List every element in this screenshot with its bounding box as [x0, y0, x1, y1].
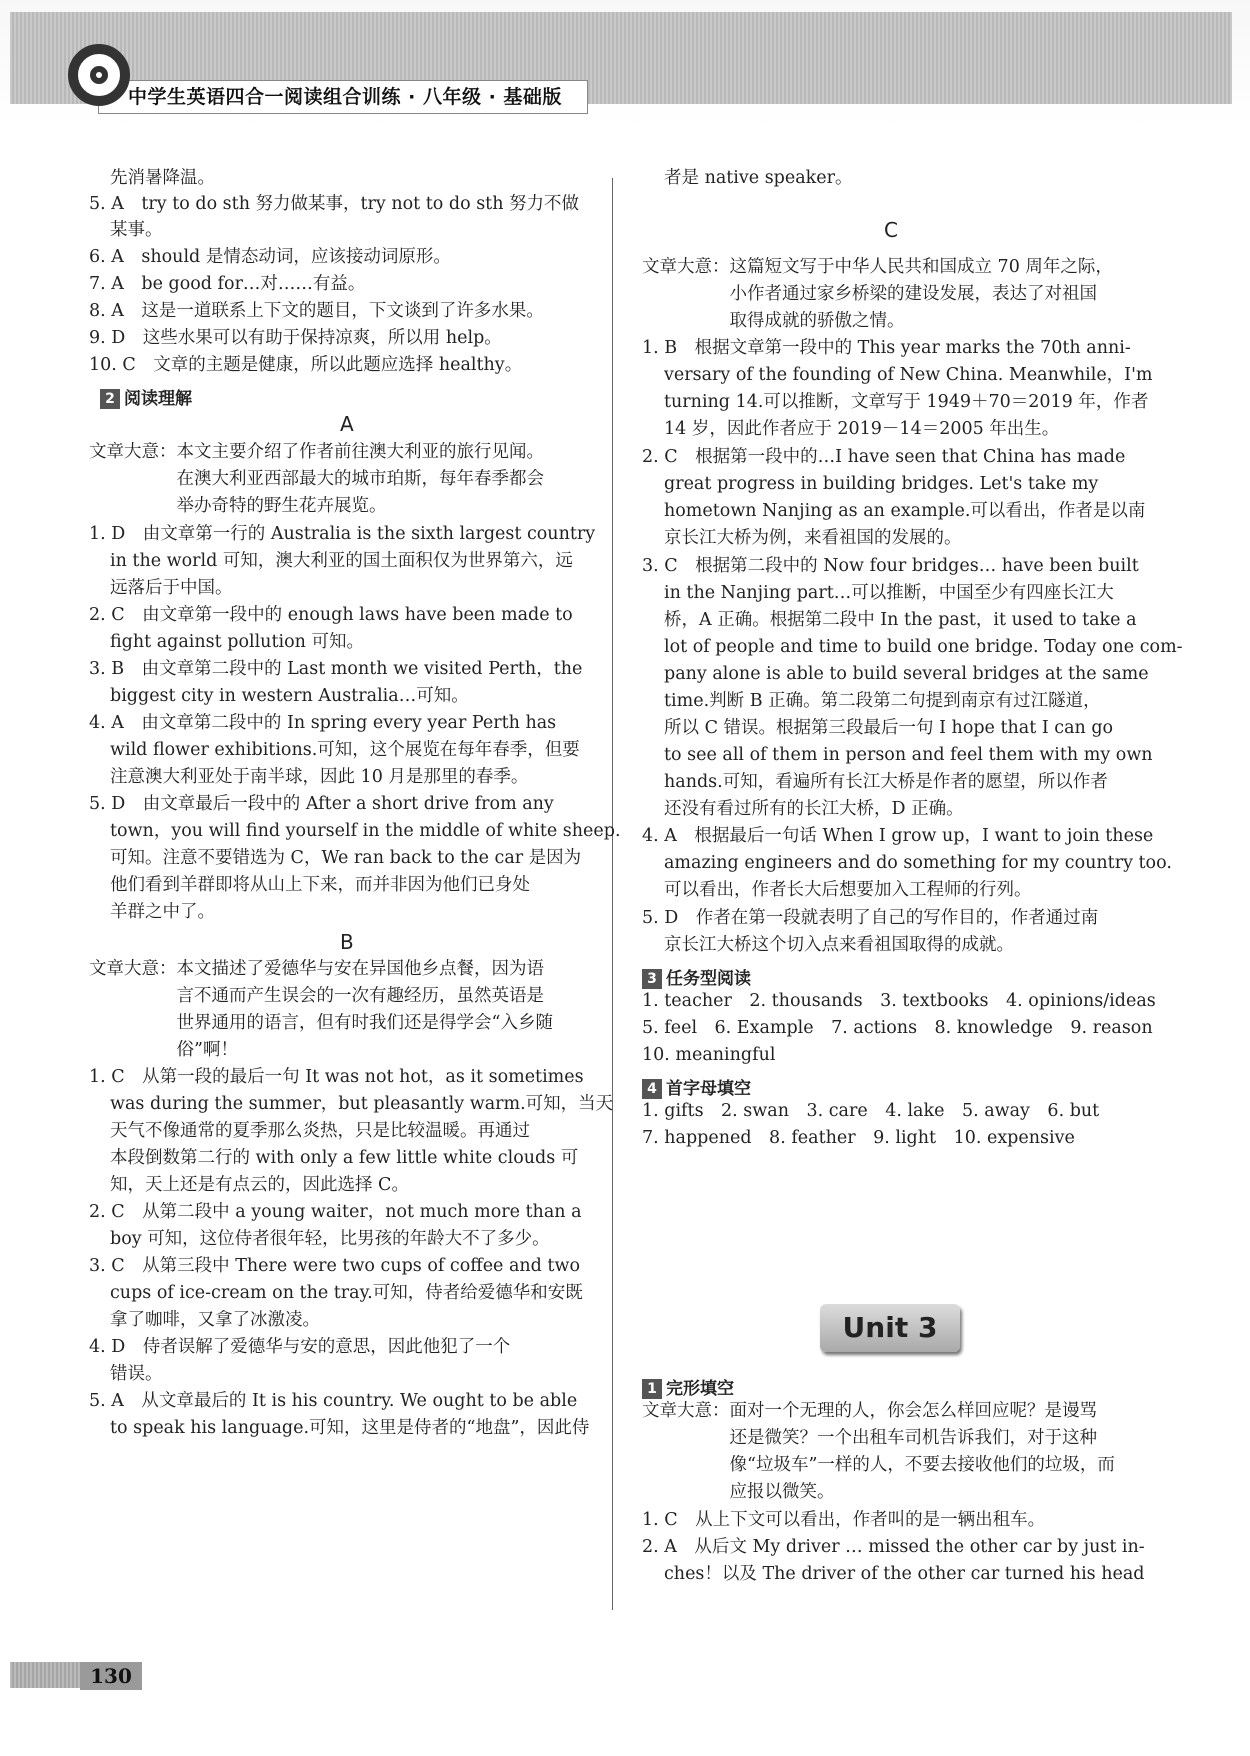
- text-line: 文章大意：面对一个无理的人，你会怎么样回应呢？是谩骂: [642, 1401, 1097, 1421]
- section-heading: [100, 384, 192, 409]
- text-line: 注意澳大利亚处于南半球，因此 10 月是那里的春季。: [110, 767, 529, 787]
- section-heading: [642, 1374, 734, 1399]
- text-line: 可知。注意不要错选为 C，We ran back to the car 是因为: [110, 848, 582, 868]
- text-line: pany alone is able to build several bridges at the same: [664, 664, 1149, 684]
- text-line: town，you will find yourself in the middle of white sheep.: [110, 821, 621, 841]
- text-line: 3. C 从第三段中 There were two cups of coffee and two: [89, 1256, 580, 1276]
- text-line: 1. D 由文章第一行的 Australia is the sixth largest country: [89, 524, 596, 544]
- text-line: lot of people and time to build one bridge. Today one com-: [664, 637, 1183, 657]
- text-line: to speak his language.可知，这里是侍者的“地盘”，因此侍: [110, 1418, 590, 1438]
- text-line: 应报以微笑。: [642, 1482, 835, 1502]
- column-divider: [612, 178, 613, 1610]
- text-line: 还是微笑？一个出租车司机告诉我们，对于这种: [642, 1428, 1097, 1448]
- section-heading: [642, 964, 751, 989]
- text-line: fight against pollution 可知。: [110, 632, 364, 652]
- text-line: 举办奇特的野生花卉展览。: [89, 496, 387, 516]
- text-line: 错误。: [110, 1364, 163, 1384]
- text-line: 3. C 根据第二段中的 Now four bridges… have been built: [642, 556, 1139, 576]
- logo-icon: [68, 44, 130, 106]
- text-line: hometown Nanjing as an example.可以看出，作者是以南: [664, 501, 1146, 521]
- text-line: 8. A 这是一道联系上下文的题目，下文谈到了许多水果。: [89, 301, 544, 321]
- text-line: hands.可知，看遍所有长江大桥是作者的愿望，所以作者: [664, 772, 1108, 792]
- text-line: cups of ice-cream on the tray.可知，侍者给爱德华和安既: [110, 1283, 583, 1303]
- text-line: 14 岁，因此作者应于 2019－14＝2005 年出生。: [664, 419, 1060, 439]
- text-line: 2. A 从后文 My driver … missed the other car by just in-: [642, 1537, 1145, 1557]
- text-line: 俗”啊！: [89, 1040, 238, 1060]
- text-line: 某事。: [110, 220, 163, 240]
- text-line: 7. A be good for…对……有益。: [89, 274, 366, 294]
- page-number: 130: [80, 1662, 142, 1690]
- text-line: 先消暑降温。: [110, 168, 215, 188]
- text-line: 文章大意：本文主要介绍了作者前往澳大利亚的旅行见闻。: [89, 442, 544, 462]
- text-line: 羊群之中了。: [110, 902, 215, 922]
- text-line: 1. B 根据文章第一段中的 This year marks the 70th anni-: [642, 338, 1131, 358]
- text-line: 取得成就的骄傲之情。: [642, 311, 905, 331]
- section-number: 1: [642, 1379, 662, 1399]
- unit-badge: Unit 3: [820, 1304, 960, 1352]
- text-line: 像“垃圾车”一样的人，不要去接收他们的垃圾，而: [642, 1455, 1115, 1475]
- text-line: time.判断 B 正确。第二段第二句提到南京有过江隧道，: [664, 691, 1101, 711]
- text-line: 桥，A 正确。根据第二段中 In the past，it used to take a: [664, 610, 1137, 630]
- text-line: in the world 可知，澳大利亚的国土面积仅为世界第六，远: [110, 551, 573, 571]
- section-heading: [642, 1074, 751, 1099]
- text-line: 在澳大利亚西部最大的城市珀斯，每年春季都会: [89, 469, 544, 489]
- text-line: 文章大意：本文描述了爱德华与安在异国他乡点餐，因为语: [89, 959, 544, 979]
- text-line: biggest city in western Australia…可知。: [110, 686, 469, 706]
- passage-letter: B: [340, 930, 354, 954]
- section-title: 任务型阅读: [666, 969, 751, 989]
- text-line: 远落后于中国。: [110, 578, 233, 598]
- section-title: 阅读理解: [124, 389, 192, 409]
- text-line: turning 14.可以推断，文章写于 1949＋70＝2019 年，作者: [664, 392, 1149, 412]
- text-line: 京长江大桥为例，来看祖国的发展的。: [664, 528, 962, 548]
- text-line: 5. D 作者在第一段就表明了自己的写作目的，作者通过南: [642, 908, 1099, 928]
- section-title: 首字母填空: [666, 1079, 751, 1099]
- text-line: 小作者通过家乡桥梁的建设发展，表达了对祖国: [642, 284, 1097, 304]
- text-line: 京长江大桥这个切入点来看祖国取得的成就。: [664, 935, 1014, 955]
- text-line: 所以 C 错误。根据第三段最后一句 I hope that I can go: [664, 718, 1114, 738]
- passage-letter: A: [340, 412, 354, 436]
- text-line: to see all of them in person and feel them with my own: [664, 745, 1153, 765]
- text-line: 3. B 由文章第二段中的 Last month we visited Perth，the: [89, 659, 583, 679]
- text-line: 4. D 侍者误解了爱德华与安的意思，因此他犯了一个: [89, 1337, 511, 1357]
- text-line: 1. teacher 2. thousands 3. textbooks 4. opinions/ideas: [642, 991, 1156, 1011]
- text-line: 5. D 由文章最后一段中的 After a short drive from any: [89, 794, 554, 814]
- text-line: 9. D 这些水果可以有助于保持凉爽，所以用 help。: [89, 328, 502, 348]
- text-line: 知，天上还是有点云的，因此选择 C。: [110, 1175, 409, 1195]
- text-line: 言不通而产生误会的一次有趣经历，虽然英语是: [89, 986, 544, 1006]
- text-line: wild flower exhibitions.可知，这个展览在每年春季，但要: [110, 740, 580, 760]
- text-line: 5. A 从文章最后的 It is his country. We ought to be able: [89, 1391, 578, 1411]
- text-line: 2. C 从第二段中 a young waiter，not much more than a: [89, 1202, 582, 1222]
- text-line: 天气不像通常的夏季那么炎热，只是比较温暖。再通过: [110, 1121, 530, 1141]
- text-line: 1. C 从上下文可以看出，作者叫的是一辆出租车。: [642, 1510, 1046, 1530]
- text-line: 者是 native speaker。: [664, 168, 853, 188]
- passage-letter: C: [884, 218, 898, 242]
- text-line: amazing engineers and do something for my country too.: [664, 853, 1172, 873]
- text-line: ches！以及 The driver of the other car turned his head: [664, 1564, 1145, 1584]
- text-line: 5. A try to do sth 努力做某事，try not to do sth 努力不做: [89, 194, 580, 214]
- text-line: was during the summer，but pleasantly warm.可知，当天: [110, 1094, 614, 1114]
- text-line: 10. meaningful: [642, 1045, 776, 1065]
- text-line: 文章大意：这篇短文写于中华人民共和国成立 70 周年之际，: [642, 257, 1113, 277]
- text-line: 拿了咖啡，又拿了冰激凌。: [110, 1310, 320, 1330]
- section-number: 2: [100, 389, 120, 409]
- text-line: 1. C 从第一段的最后一句 It was not hot，as it sometimes: [89, 1067, 584, 1087]
- text-line: 5. feel 6. Example 7. actions 8. knowledge 9. reason: [642, 1018, 1153, 1038]
- text-line: 7. happened 8. feather 9. light 10. expensive: [642, 1128, 1075, 1148]
- section-number: 3: [642, 969, 662, 989]
- text-line: 可以看出，作者长大后想要加入工程师的行列。: [664, 880, 1032, 900]
- text-line: 6. A should 是情态动词，应该接动词原形。: [89, 247, 451, 267]
- text-line: 本段倒数第二行的 with only a few little white clouds 可: [110, 1148, 579, 1168]
- text-line: great progress in building bridges. Let's take my: [664, 474, 1099, 494]
- text-line: 他们看到羊群即将从山上下来，而并非因为他们已身处: [110, 875, 530, 895]
- text-line: 10. C 文章的主题是健康，所以此题应选择 healthy。: [89, 355, 523, 375]
- section-title: 完形填空: [666, 1379, 734, 1399]
- text-line: boy 可知，这位侍者很年轻，比男孩的年龄大不了多少。: [110, 1229, 550, 1249]
- text-line: 4. A 根据最后一句话 When I grow up，I want to join these: [642, 826, 1154, 846]
- text-line: 还没有看过所有的长江大桥，D 正确。: [664, 799, 964, 819]
- text-line: in the Nanjing part…可以推断，中国至少有四座长江大: [664, 583, 1114, 603]
- text-line: versary of the founding of New China. Meanwhile，I'm: [664, 365, 1153, 385]
- text-line: 4. A 由文章第二段中的 In spring every year Perth has: [89, 713, 557, 733]
- text-line: 2. C 由文章第一段中的 enough laws have been made to: [89, 605, 573, 625]
- section-number: 4: [642, 1079, 662, 1099]
- text-line: 1. gifts 2. swan 3. care 4. lake 5. away 6. but: [642, 1101, 1100, 1121]
- book-title: 中学生英语四合一阅读组合训练 · 八年级 · 基础版: [128, 86, 562, 108]
- page-header: [0, 0, 1250, 128]
- text-line: 2. C 根据第一段中的…I have seen that China has made: [642, 447, 1126, 467]
- text-line: 世界通用的语言，但有时我们还是得学会“入乡随: [89, 1013, 553, 1033]
